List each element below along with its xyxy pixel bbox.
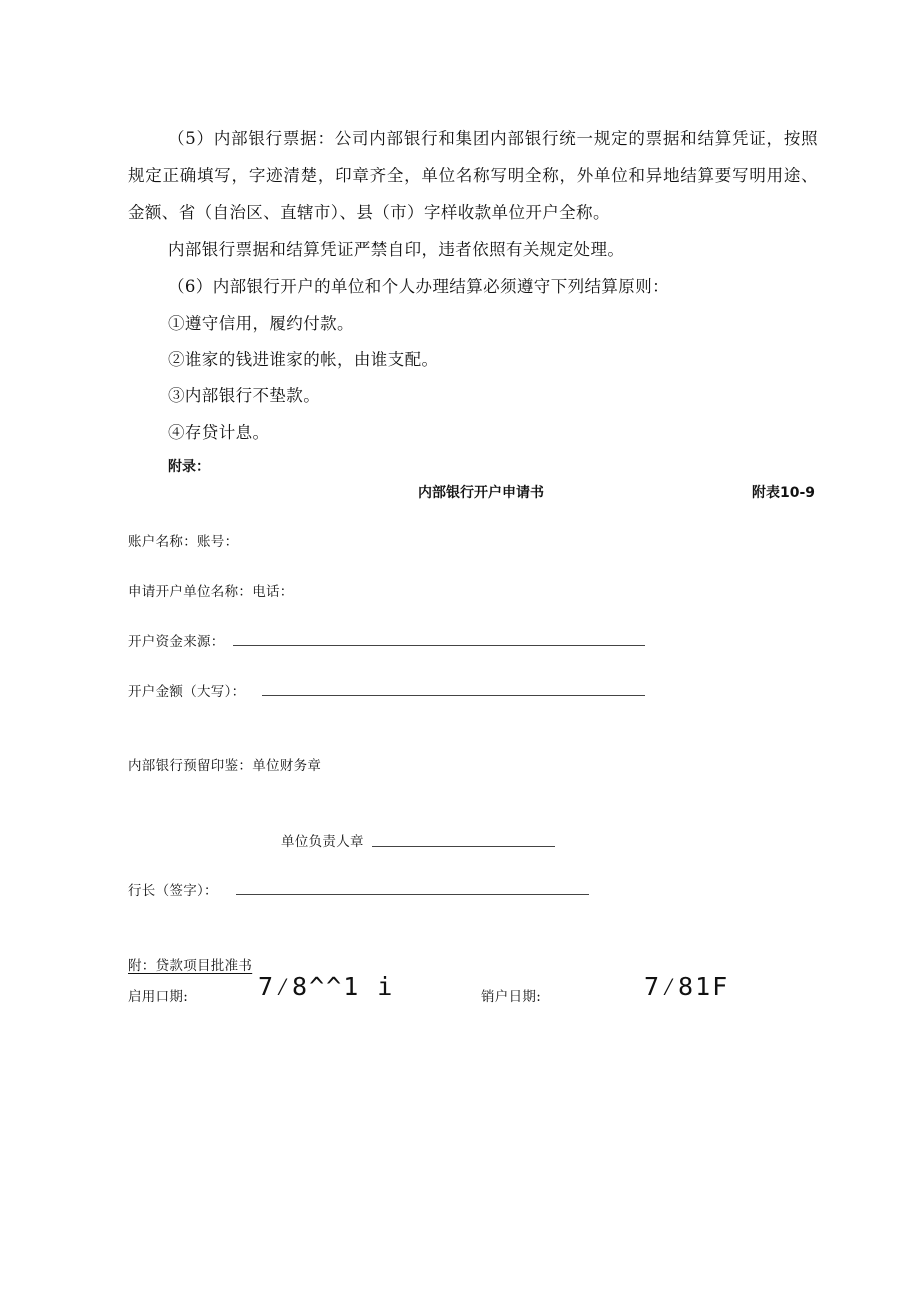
close-date-label: 销户日期: — [481, 989, 542, 1005]
item6-intro: （6）内部银行开户的单位和个人办理结算必须遵守下列结算原则： — [168, 277, 669, 296]
start-date-value: 7⁄8^^1 i — [258, 972, 395, 1001]
amount-in-words-label: 开户金额（大写）： — [128, 684, 246, 700]
unit-head-seal-line[interactable] — [372, 846, 555, 847]
fund-source-label: 开户资金来源： — [128, 634, 225, 650]
appendix-label: 附录： — [168, 459, 210, 475]
item5-paragraph: （5）内部银行票据：公司内部银行和集团内部银行统一规定的票据和结算凭证，按照规定正确填写，字迹清楚，印章齐全，单位名称写明全称，外单位和异地结算要写明用途、金额、省（自治区、直辖市）、县（市）字样收款单位开户全称。 — [128, 129, 818, 222]
close-date-value: 7⁄81F — [644, 972, 730, 1001]
form-number: 附表10-9 — [752, 485, 816, 501]
account-name-number-label: 账户名称：账号： — [128, 534, 239, 550]
applicant-unit-phone-label: 申请开户单位名称：电话： — [128, 584, 294, 600]
principle-4: ④存贷计息。 — [168, 423, 270, 442]
start-date-label: 启用口期: — [128, 989, 189, 1005]
principle-3: ③内部银行不垫款。 — [168, 386, 321, 405]
reserved-seal-label: 内部银行预留印鉴：单位财务章 — [128, 758, 322, 774]
amount-in-words-line[interactable] — [262, 695, 645, 696]
item5-note: 内部银行票据和结算凭证严禁自印，违者依照有关规定处理。 — [168, 240, 625, 259]
fund-source-line[interactable] — [233, 645, 645, 646]
loan-approval-attachment: 附：贷款项目批准书 — [128, 958, 253, 974]
president-signature-label: 行长（签字）： — [128, 883, 218, 899]
president-signature-line[interactable] — [236, 894, 589, 895]
principle-2: ②谁家的钱进谁家的帐，由谁支配。 — [168, 350, 439, 369]
form-title: 内部银行开户申请书 — [418, 485, 544, 501]
principle-1: ①遵守信用，履约付款。 — [168, 314, 354, 333]
unit-head-seal-label: 单位负责人章 — [281, 834, 364, 850]
